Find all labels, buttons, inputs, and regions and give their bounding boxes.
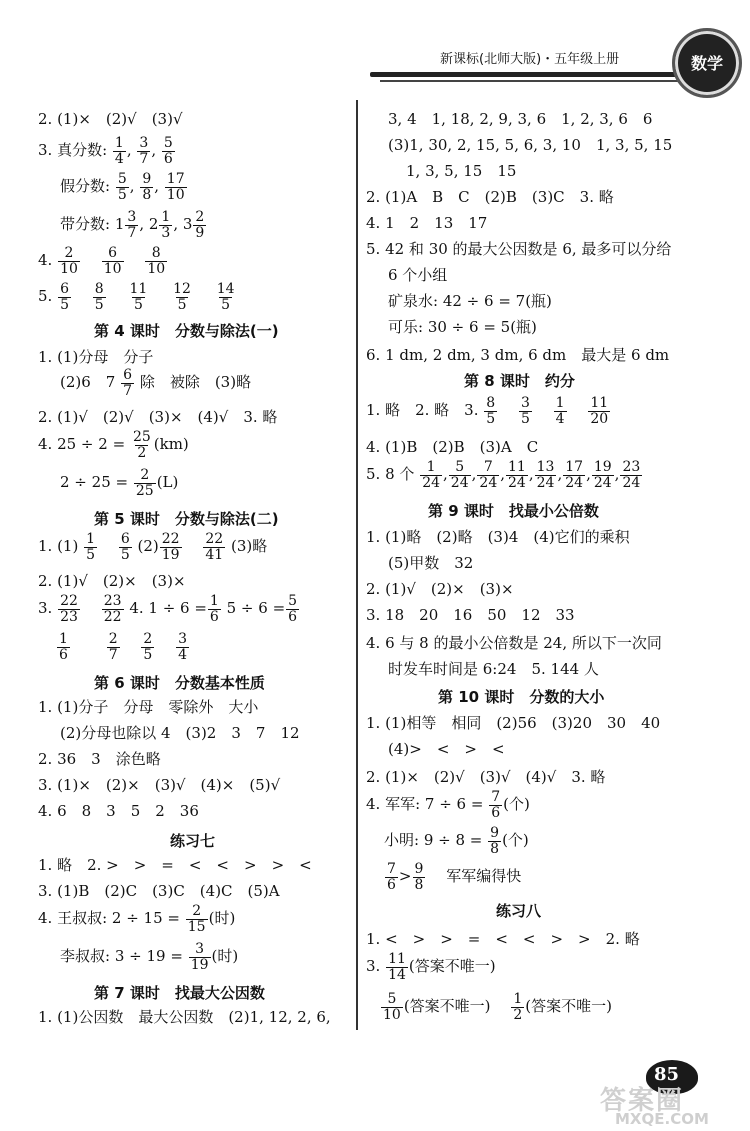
answer-line: 2 ÷ 25 = $\frac{2}{25}$ (L) bbox=[60, 467, 179, 499]
watermark-url: MXQE.COM bbox=[615, 1110, 709, 1128]
answer-line: 小明: 9 ÷ 8 = $\frac{9}{8}$ (个) bbox=[384, 825, 529, 857]
watermark-text: 答案圈 bbox=[600, 1086, 685, 1116]
section-title: 练习八 bbox=[496, 902, 542, 920]
answer-line: 2. (1)× (2)√ (3)√ bbox=[38, 110, 183, 128]
fraction: $\frac{1}{6}$ bbox=[209, 593, 219, 625]
fraction: $\frac{5}{24}$ bbox=[450, 459, 469, 491]
section-title: 练习七 bbox=[170, 832, 216, 850]
fraction: $\frac{8}{5}$ bbox=[94, 281, 104, 313]
fraction: $\frac{23}{24}$ bbox=[622, 459, 641, 491]
answer-line: 假分数: $\frac{5}{5}$ , $\frac{9}{8}$ , $\frac{17}{10}$ bbox=[60, 171, 185, 203]
fraction: $\frac{14}{5}$ bbox=[216, 281, 235, 313]
answer-line: 1. (1)分母 分子 bbox=[38, 348, 154, 366]
fraction: $\frac{1}{2}$ bbox=[513, 991, 523, 1023]
fraction: $\frac{1}{3}$ bbox=[161, 209, 171, 241]
answer-line: (3)1, 30, 2, 15, 5, 6, 3, 10 1, 3, 5, 15 bbox=[388, 136, 673, 154]
answer-line: 2. (1)√ (2)√ (3)× (4)√ 3. 略 bbox=[38, 408, 278, 426]
fraction: $\frac{7}{24}$ bbox=[479, 459, 498, 491]
fraction: $\frac{7}{6}$ bbox=[387, 861, 396, 893]
answer-line: 3. 真分数: $\frac{1}{4}$ , $\frac{3}{7}$ , $\frac{5}{6}$ bbox=[38, 135, 173, 167]
answer-label: 假分数: bbox=[60, 177, 111, 196]
fraction: $\frac{19}{24}$ bbox=[593, 459, 612, 491]
answer-line: 4. 25 ÷ 2 = $\frac{25}{2}$ (km) bbox=[38, 429, 189, 461]
answer-line: 带分数: 1 $\frac{3}{7}$ , 2 $\frac{1}{3}$ , 3 $\frac{2}{9}$ bbox=[60, 209, 205, 241]
answer-line: 3. 18 20 16 50 12 33 bbox=[366, 606, 575, 624]
answer-line: 3. $\frac{22}{23}$ $\frac{23}{22}$ 4. 1 ÷ 6 = $\frac{1}{6}$ 5 ÷ 6 = $\frac{5}{6}$ bbox=[38, 593, 298, 625]
answer-line: 4. 6 8 3 5 2 36 bbox=[38, 802, 199, 820]
answer-line: $\frac{5}{10}$ (答案不唯一) $\frac{1}{2}$ (答案不唯一) bbox=[383, 991, 612, 1023]
section-title: 第 4 课时 分数与除法(一) bbox=[94, 322, 279, 340]
fraction: $\frac{3}{7}$ bbox=[139, 135, 149, 167]
column-divider bbox=[356, 100, 358, 1030]
answer-label: 带分数: bbox=[60, 215, 111, 234]
answer-line: 矿泉水: 42 ÷ 6 = 7(瓶) bbox=[388, 292, 552, 310]
answer-line: 3, 4 1, 18, 2, 9, 3, 6 1, 2, 3, 6 6 bbox=[388, 110, 653, 128]
answer-line: $\frac{7}{6}$ > $\frac{9}{8}$ 军军编得快 bbox=[387, 861, 522, 893]
fraction: $\frac{5}{10}$ bbox=[383, 991, 401, 1023]
answer-line: (4)> < > < bbox=[388, 740, 505, 758]
fraction: $\frac{1}{5}$ bbox=[86, 531, 96, 563]
answer-line: 2. (1)A B C (2)B (3)C 3. 略 bbox=[366, 188, 614, 206]
fraction: $\frac{22}{23}$ bbox=[60, 593, 78, 625]
fraction: $\frac{22}{19}$ bbox=[161, 531, 180, 563]
section-title: 第 8 课时 约分 bbox=[464, 372, 575, 390]
answer-line: 4. 军军: 7 ÷ 6 = $\frac{7}{6}$ (个) bbox=[366, 789, 530, 821]
answer-line: 1, 3, 5, 15 15 bbox=[406, 162, 517, 180]
answer-line: (2)6 7 $\frac{6}{7}$ 除 被除 (3)略 bbox=[60, 367, 252, 399]
fraction: $\frac{3}{19}$ bbox=[190, 941, 209, 973]
header-rule-thin bbox=[380, 80, 680, 82]
answer-line: 6 个小组 bbox=[388, 266, 448, 284]
answer-line: 1. (1)相等 相同 (2)56 (3)20 30 40 bbox=[366, 714, 661, 732]
page-number-text: 85 bbox=[654, 1064, 680, 1085]
fraction: $\frac{1}{4}$ bbox=[114, 135, 124, 167]
answer-line: 2. (1)√ (2)× (3)× bbox=[366, 580, 514, 598]
page-header bbox=[0, 0, 750, 110]
answer-line: 5. 42 和 30 的最大公因数是 6, 最多可以分给 bbox=[366, 240, 672, 258]
answer-line: 3. $\frac{11}{14}$ (答案不唯一) bbox=[366, 951, 496, 983]
answer-line: 5. 8 个 $\frac{1}{24}$ , $\frac{5}{24}$ , $\frac{7}{24}$ , $\frac{11}{24}$ , $\frac{13}{24}$ , $\frac{17}{24}$ , $\frac{19}{24}$ , $\frac{23}{24}$ bbox=[366, 459, 641, 491]
answer-line: 可乐: 30 ÷ 6 = 5(瓶) bbox=[388, 318, 537, 336]
answer-line: 4. 王叔叔: 2 ÷ 15 = $\frac{2}{15}$ (时) bbox=[38, 903, 236, 935]
fraction: $\frac{5}{6}$ bbox=[288, 593, 298, 625]
answer-line: 1. (1)公因数 最大公因数 (2)1, 12, 2, 6, bbox=[38, 1008, 331, 1026]
fraction: $\frac{13}{24}$ bbox=[536, 459, 555, 491]
fraction: $\frac{9}{8}$ bbox=[490, 825, 500, 857]
answer-line: 6. 1 dm, 2 dm, 3 dm, 6 dm 最大是 6 dm bbox=[366, 346, 670, 364]
fraction: $\frac{1}{4}$ bbox=[555, 395, 565, 427]
header-title: 新课标(北师大版)・五年级上册 bbox=[440, 52, 620, 67]
section-title: 第 10 课时 分数的大小 bbox=[438, 688, 605, 706]
fraction: $\frac{1}{24}$ bbox=[422, 459, 441, 491]
answer-line: 1. (1)略 (2)略 (3)4 (4)它们的乘积 bbox=[366, 528, 630, 546]
section-title: 第 9 课时 找最小公倍数 bbox=[428, 502, 599, 520]
answer-line: 1. 略 2. > > = < < > > < bbox=[38, 856, 312, 874]
answer-line: 李叔叔: 3 ÷ 19 = $\frac{3}{19}$ (时) bbox=[60, 941, 239, 973]
fraction: $\frac{11}{14}$ bbox=[388, 951, 406, 983]
answer-line bbox=[56, 632, 190, 662]
section-title: 第 5 课时 分数与除法(二) bbox=[94, 510, 279, 528]
fraction: $\frac{3}{7}$ bbox=[127, 209, 137, 241]
fraction: $\frac{8}{10}$ bbox=[147, 245, 166, 277]
fraction: $\frac{22}{41}$ bbox=[205, 531, 224, 563]
fraction: $\frac{2}{5}$ bbox=[143, 631, 153, 663]
section-title: 第 7 课时 找最大公因数 bbox=[94, 984, 265, 1002]
fraction: $\frac{11}{24}$ bbox=[508, 459, 526, 491]
answer-line: 2. (1)× (2)√ (3)√ (4)√ 3. 略 bbox=[366, 768, 606, 786]
fraction: $\frac{9}{8}$ bbox=[414, 861, 424, 893]
answer-line: 1. (1) $\frac{1}{5}$ $\frac{6}{5}$ (2) $\frac{22}{19}$ $\frac{22}{41}$ (3)略 bbox=[38, 531, 268, 563]
watermark bbox=[560, 1080, 745, 1130]
fraction: $\frac{11}{20}$ bbox=[590, 395, 609, 427]
answer-line: 2. (1)√ (2)× (3)× bbox=[38, 572, 186, 590]
fraction: $\frac{6}{5}$ bbox=[120, 531, 130, 563]
fraction: $\frac{6}{7}$ bbox=[123, 367, 133, 399]
fraction: $\frac{2}{25}$ bbox=[135, 467, 154, 499]
fraction: $\frac{2}{15}$ bbox=[187, 903, 206, 935]
answer-line: 1. 略 2. 略 3. $\frac{8}{5}$ $\frac{3}{5}$ $\frac{1}{4}$ $\frac{11}{20}$ bbox=[366, 395, 609, 427]
fraction: $\frac{2}{7}$ bbox=[108, 631, 118, 663]
fraction: $\frac{2}{9}$ bbox=[195, 209, 205, 241]
fraction: $\frac{9}{8}$ bbox=[142, 171, 152, 203]
answer-line: 4. 1 2 13 17 bbox=[366, 214, 488, 232]
answer-label: 3. 真分数: bbox=[38, 141, 108, 160]
answer-line: 3. (1)× (2)× (3)√ (4)× (5)√ bbox=[38, 776, 281, 794]
fraction: $\frac{11}{5}$ bbox=[129, 281, 148, 313]
fraction: $\frac{8}{5}$ bbox=[486, 395, 496, 427]
answer-line: 1. < > > = < < > > 2. 略 bbox=[366, 930, 640, 948]
answer-line: 时发车时间是 6:24 5. 144 人 bbox=[388, 660, 599, 678]
answer-line: (5)甲数 32 bbox=[388, 554, 474, 572]
answer-line: 4. $\frac{2}{10}$ $\frac{6}{10}$ $\frac{8}{10}$ bbox=[38, 245, 166, 277]
answer-line: 3. (1)B (2)C (3)C (4)C (5)A bbox=[38, 882, 280, 900]
answer-line: 1. (1)分子 分母 零除外 大小 bbox=[38, 698, 259, 716]
fraction: $\frac{2}{10}$ bbox=[60, 245, 78, 277]
fraction: $\frac{7}{6}$ bbox=[491, 789, 501, 821]
fraction: $\frac{5}{5}$ bbox=[117, 171, 127, 203]
fraction: $\frac{1}{6}$ bbox=[59, 631, 68, 663]
section-title: 第 6 课时 分数基本性质 bbox=[94, 674, 265, 692]
fraction: $\frac{3}{4}$ bbox=[178, 631, 188, 663]
answer-line: 2. 36 3 涂色略 bbox=[38, 750, 161, 768]
header-rule bbox=[370, 72, 690, 77]
fraction: $\frac{23}{22}$ bbox=[103, 593, 122, 625]
fraction: $\frac{3}{5}$ bbox=[520, 395, 530, 427]
answer-line: (2)分母也除以 4 (3)2 3 7 12 bbox=[60, 724, 300, 742]
fraction: $\frac{17}{10}$ bbox=[166, 171, 185, 203]
fraction: $\frac{6}{5}$ bbox=[60, 281, 70, 313]
subject-badge bbox=[672, 28, 742, 98]
fraction: $\frac{6}{10}$ bbox=[103, 245, 122, 277]
subject-badge-label: 数学 bbox=[690, 54, 723, 73]
answer-line: 4. 6 与 8 的最小公倍数是 24, 所以下一次同 bbox=[366, 634, 662, 652]
fraction: $\frac{17}{24}$ bbox=[565, 459, 584, 491]
answer-line: 5. $\frac{6}{5}$ $\frac{8}{5}$ $\frac{11}{5}$ $\frac{12}{5}$ $\frac{14}{5}$ bbox=[38, 281, 235, 313]
answer-line: 4. (1)B (2)B (3)A C bbox=[366, 438, 539, 456]
fraction: $\frac{5}{6}$ bbox=[163, 135, 173, 167]
fraction: $\frac{12}{5}$ bbox=[173, 281, 191, 313]
fraction: $\frac{25}{2}$ bbox=[132, 429, 151, 461]
